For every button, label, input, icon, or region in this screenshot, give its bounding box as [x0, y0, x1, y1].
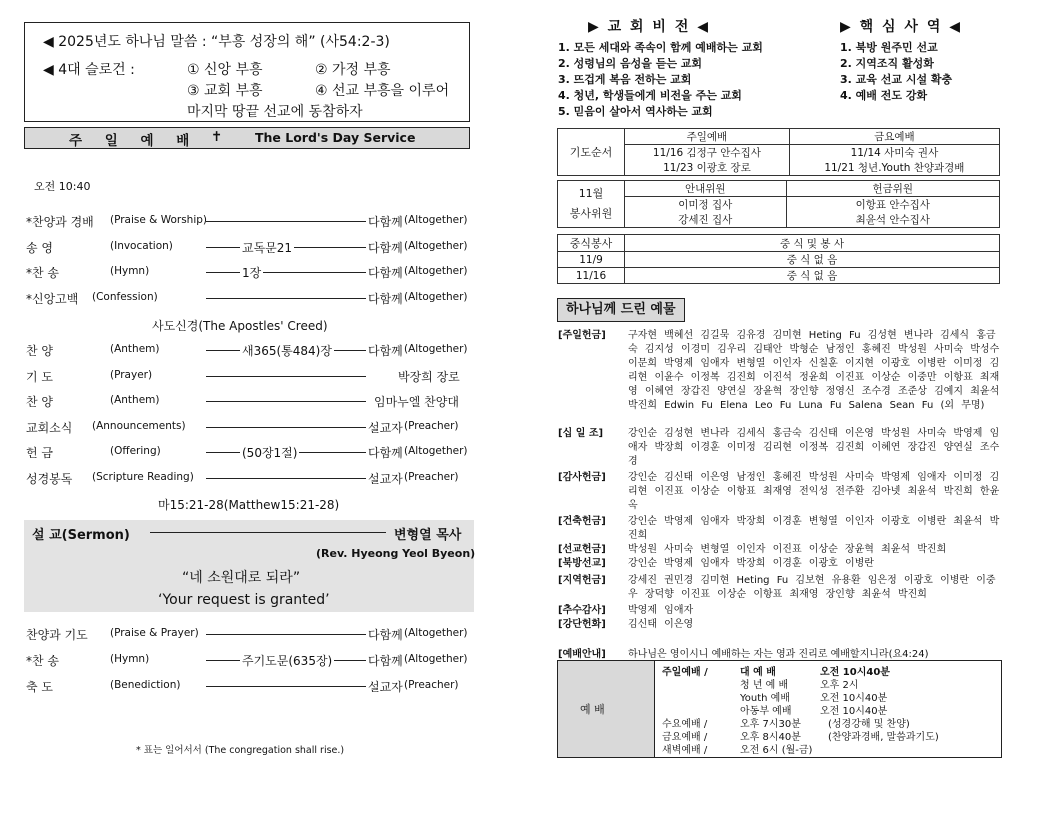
order-item-leader: 다함께: [368, 628, 403, 642]
order-item-name: 교회소식: [26, 420, 73, 435]
offering-group-names: 박성원 사미숙 변형열 이인자 이진표 이상순 장윤혁 최윤석 박진희: [628, 544, 947, 555]
offering-group-label: [십 일 조]: [558, 428, 604, 439]
order-row: [26, 470, 476, 486]
sermon-label: 설 교(Sermon): [32, 528, 130, 543]
worship-kind: 오전 6시 (월-금): [740, 745, 813, 756]
order-item-leader: 박장희 장로: [398, 369, 460, 384]
order-item-leader-en: (Altogether): [404, 239, 468, 252]
order-item-detail: 새365(통484)장: [242, 344, 332, 358]
order-item-name: 송 영: [26, 240, 53, 255]
order-item-en: (Announcements): [92, 419, 186, 432]
offering-group: [558, 557, 1000, 571]
order-item-name: *찬양과 경배: [26, 215, 94, 229]
order-row: [26, 342, 476, 358]
order-row: [26, 444, 476, 460]
worship-time: 오전 10시40분: [820, 667, 890, 678]
offering-group-names: 강인순 박영제 임애자 박장희 이경훈 이광호 이병란: [628, 558, 874, 569]
worship-time: (성경강해 및 찬양): [828, 719, 910, 730]
order-item-leader: 설교자: [368, 471, 403, 486]
order-item-leader: 다함께: [368, 266, 403, 280]
offering-header: 헌금위원: [786, 181, 999, 197]
sermon-section: [24, 520, 474, 612]
order-row: [26, 290, 476, 306]
volunteers-label-text: 봉사위원: [569, 207, 613, 220]
leader-line: [206, 427, 366, 428]
leader-line: [206, 634, 366, 635]
offering-group: [558, 604, 1000, 618]
order-item-en: (Benediction): [110, 679, 181, 691]
worship-time: 오전 10시40분: [820, 706, 888, 717]
order-item-name: *신앙고백: [26, 291, 79, 306]
order-row: [26, 393, 476, 409]
prayer-order-table: [557, 128, 1000, 176]
leader-line: [206, 376, 366, 377]
order-item-detail: 1장: [242, 266, 262, 280]
worship-kind: Youth 예배: [740, 693, 790, 704]
order-item-name: 축 도: [26, 680, 53, 694]
offering-group-names: 강세진 권민경 김미현 Heting Fu 김보현 유용환 임은정 이광호 이병란 이중우 장덕향 이진표 이상순 이항표 최재영 장인향 최윤석 박진희: [628, 575, 996, 600]
order-row: [26, 368, 476, 384]
offering-group-names: 구자현 백혜선 김길묵 김유경 김미현 Heting Fu 김성현 변나라 김세식 홍금숙 김지성 이경미 김우리 김태안 박형순 남정인 홍혜진 박성원 사미숙 박성수 이문희 박영제 임애자 변형열 이인자 신칠훈 이지현 이광호 이병란 이미정 김리현 이윤수 이정복 김진희 이진석 정윤희 이진표 이상순 이중만 이항표 최재영 이혜연 장갑진 양연실 장윤혁 장인향 정영신 조수경 조준상 김예지 최윤석 박진희 Edwin Fu Elena Leo Fu Luna Fu Salena Sean Fu (외 무명): [628, 330, 1000, 411]
service-time: 오전 10:40: [34, 180, 91, 193]
friday-prayer: 11/14 사미숙 권사: [789, 145, 999, 161]
leader-line: [206, 221, 366, 222]
volunteers-table: [557, 180, 1000, 228]
order-item-name: 찬양과 기도: [26, 628, 88, 642]
order-item-en: (Anthem): [110, 343, 160, 355]
offering-group-label: [북방선교]: [558, 558, 606, 569]
order-item-leader: 다함께: [368, 344, 403, 358]
sunday-prayer: 11/16 김정구 안수집사: [625, 145, 790, 161]
lunch-date: 11/16: [558, 268, 625, 284]
order-item-en: (Hymn): [110, 265, 150, 277]
apostles-creed: 사도신경(The Apostles' Creed): [152, 319, 328, 333]
order-item-leader: 다함께: [368, 215, 403, 229]
slogan-1: ① 신앙 부흥: [187, 62, 263, 78]
order-item-name: 찬 양: [26, 395, 53, 409]
core-item: 2. 지역조직 활성화: [840, 57, 934, 70]
order-item-leader-en: (Altogether): [404, 214, 468, 226]
sermon-leader-line: [150, 532, 386, 533]
order-row: [26, 264, 476, 280]
order-item-en: (Confession): [92, 290, 158, 303]
order-item-en: (Prayer): [110, 368, 153, 381]
order-item-en: (Praise & Worship): [110, 214, 208, 226]
order-row: [26, 626, 476, 642]
service-header-en: The Lord's Day Service: [255, 130, 416, 145]
offering-group: [558, 574, 1000, 602]
scripture-ref: 마15:21-28(Matthew15:21-28): [158, 498, 340, 512]
worship-time: 오후 2시: [820, 680, 859, 691]
offering-group: [558, 471, 1000, 513]
offering-group-label: [건축헌금]: [558, 516, 606, 527]
core-title: ▶ 핵 심 사 역 ◀: [840, 19, 962, 35]
offering-group-label: [선교헌금]: [558, 544, 606, 555]
order-item-leader-en: (Altogether): [404, 265, 468, 277]
guide-header: 안내위원: [625, 181, 787, 197]
order-item-leader-en: (Preacher): [404, 419, 459, 432]
worship-name: 주일예배 /: [662, 667, 708, 678]
offering-group-names: 강인순 김신태 이은영 남정인 홍혜진 박성원 사미숙 박영제 임애자 이미정 김리현 이진표 이상순 이항표 최재영 전익성 전주환 김아넷 최윤석 박진희 한윤옥: [628, 472, 1000, 511]
leader-line: [206, 686, 366, 687]
sermon-preacher: 변형열 목사: [394, 528, 462, 543]
offering-member: 최윤석 안수집사: [786, 212, 999, 228]
leader-line: [206, 478, 366, 479]
core-list: [840, 40, 952, 104]
worship-schedule-label: 예 배: [580, 703, 605, 716]
worship-time: 오전 10시40분: [820, 693, 888, 704]
slogan-4: ④ 선교 부흥을 이루어: [315, 83, 450, 99]
order-item-detail: 주기도문(635장): [242, 654, 333, 668]
sermon-preacher-en: (Rev. Hyeong Yeol Byeon): [316, 547, 476, 560]
offering-group-names: 강인순 김성현 변나라 김세식 홍금숙 김신태 이은영 박성원 사미숙 박영제 임애자 박장희 이경훈 이미정 김리현 이정복 김진희 이혜연 장갑진 양연실 조수경: [628, 428, 1000, 467]
order-item-leader: 임마누엘 찬양대: [374, 395, 459, 409]
vision-title: ▶ 교 회 비 전 ◀: [588, 19, 710, 35]
sunday-prayer: 11/23 이광호 장로: [625, 160, 790, 176]
lunch-header: 중 식 및 봉 사: [625, 235, 1000, 252]
offering-group: [558, 543, 1000, 557]
offering-group: [558, 618, 1000, 632]
order-item-name: 찬 양: [26, 344, 53, 358]
sermon-title-ko: “네 소원대로 되라”: [182, 570, 301, 586]
order-item-leader: 설교자: [368, 420, 403, 435]
worship-schedule-box: [557, 660, 1002, 758]
guide-member: 강세진 집사: [625, 212, 787, 228]
worship-kind: 오후 8시40분: [740, 732, 801, 743]
order-row: [26, 652, 476, 668]
offering-member: 이항표 안수집사: [786, 197, 999, 213]
order-item-leader-en: (Altogether): [404, 290, 468, 303]
offering-group-names: 박영제 임애자: [628, 605, 694, 616]
order-item-name: *찬 송: [26, 266, 59, 280]
vision-item: 4. 청년, 학생들에게 비전을 주는 교회: [558, 89, 742, 102]
order-item-detail: (50장1절): [242, 446, 298, 460]
friday-prayer: 11/21 청년.Youth 찬양과경배: [789, 160, 999, 176]
offering-group: [558, 329, 1000, 413]
order-item-name: 성경봉독: [26, 471, 73, 486]
worship-kind: 아동부 예배: [740, 706, 792, 717]
lunch-text: 중 식 없 음: [625, 252, 1000, 268]
lunch-table: [557, 234, 1000, 284]
worship-time: (찬양과경배, 말씀과기도): [828, 732, 939, 743]
offering-group-label: [추수감사]: [558, 605, 606, 616]
rise-footnote: * 표는 일어서서 (The congregation shall rise.): [136, 745, 345, 756]
order-item-en: (Hymn): [110, 653, 150, 665]
order-item-leader-en: (Altogether): [404, 445, 468, 457]
volunteers-label: [558, 181, 625, 228]
order-item-en: (Anthem): [110, 394, 160, 406]
worship-info-verse: 하나님은 영이시니 예배하는 자는 영과 진리로 예배할지니라(요4:24): [628, 649, 929, 660]
order-row: [26, 419, 476, 435]
order-item-en: (Offering): [110, 445, 161, 457]
slogan-title: ◀ 4대 슬로건 :: [43, 62, 135, 78]
order-item-leader-en: (Altogether): [404, 653, 468, 665]
slogan-2: ② 가정 부흥: [315, 62, 391, 78]
order-item-leader: 다함께: [368, 291, 403, 306]
sunday-header: 주일예배: [625, 129, 790, 145]
worship-schedule-label-cell: [558, 661, 655, 757]
worship-kind: 청 년 예 배: [740, 680, 789, 691]
order-item-name: 기 도: [26, 369, 53, 384]
order-item-leader: 다함께: [368, 446, 403, 460]
prayer-order-label: 기도순서: [558, 129, 625, 176]
year-motto: ◀ 2025년도 하나님 말씀 : “부흥 성장의 해” (사54:2-3): [43, 34, 390, 50]
vision-item: 5. 믿음이 살아서 역사하는 교회: [558, 105, 713, 118]
offerings-title: 하나님께 드린 예물: [557, 298, 685, 322]
core-item: 4. 예배 전도 강화: [840, 89, 928, 102]
order-row: [26, 678, 476, 694]
service-header-ko: 주 일 예 배: [69, 133, 199, 149]
year-motto-box: [24, 22, 470, 122]
offering-group-label: [감사헌금]: [558, 472, 606, 483]
offering-group: [558, 515, 1000, 543]
order-item-leader: 다함께: [368, 240, 403, 255]
vision-item: 2. 성령님의 음성을 듣는 교회: [558, 57, 703, 70]
slogan-4-cont: 마지막 땅끝 선교에 동참하자: [187, 104, 363, 120]
lunch-label: 중식봉사: [558, 235, 625, 252]
order-item-leader-en: (Preacher): [404, 679, 459, 691]
order-row: [26, 213, 476, 229]
vision-item: 3. 뜨겁게 복음 전하는 교회: [558, 73, 692, 86]
worship-kind: 오후 7시30분: [740, 719, 801, 730]
leader-line: [206, 401, 366, 402]
order-row: [26, 239, 476, 255]
order-item-name: 헌 금: [26, 446, 53, 460]
order-item-leader-en: (Altogether): [404, 627, 468, 639]
lunch-date: 11/9: [558, 252, 625, 268]
order-item-en: (Invocation): [110, 239, 173, 252]
worship-kind: 대 예 배: [740, 667, 776, 678]
volunteers-month: 11월: [578, 187, 604, 200]
service-header: [24, 127, 470, 149]
worship-name: 수요예배 /: [662, 719, 708, 730]
order-item-leader: 설교자: [368, 680, 403, 694]
worship-name: 금요예배 /: [662, 732, 708, 743]
cross-icon: ✝: [211, 129, 223, 145]
offering-group: [558, 427, 1000, 469]
order-item-name: *찬 송: [26, 654, 59, 668]
leader-line: [206, 298, 366, 299]
order-item-en: (Praise & Prayer): [110, 627, 199, 639]
core-item: 3. 교육 선교 시설 확충: [840, 73, 953, 86]
order-item-leader-en: (Preacher): [404, 470, 459, 483]
worship-info-label: [예배안내]: [558, 649, 606, 660]
worship-name: 새벽예배 /: [662, 745, 708, 756]
guide-member: 이미정 집사: [625, 197, 787, 213]
friday-header: 금요예배: [789, 129, 999, 145]
lunch-text: 중 식 없 음: [625, 268, 1000, 284]
vision-list: [558, 40, 763, 120]
core-item: 1. 북방 원주민 선교: [840, 41, 938, 54]
sermon-title-en: ‘Your request is granted’: [158, 592, 330, 608]
order-item-leader-en: (Altogether): [404, 343, 468, 355]
order-item-en: (Scripture Reading): [92, 470, 194, 483]
offering-group-names: 김신태 이은영: [628, 619, 694, 630]
order-item-detail: 교독문21: [242, 240, 293, 255]
offering-group-label: [지역헌금]: [558, 575, 606, 586]
slogan-3: ③ 교회 부흥: [187, 83, 263, 99]
order-item-leader: 다함께: [368, 654, 403, 668]
offering-group-names: 강인순 박영제 임애자 박장희 이경훈 변형열 이인자 이광호 이병란 최윤석 박진희: [628, 516, 1000, 541]
offering-group-label: [주일헌금]: [558, 330, 606, 341]
vision-item: 1. 모든 세대와 족속이 함께 예배하는 교회: [558, 41, 763, 54]
offering-group-label: [강단헌화]: [558, 619, 606, 630]
leader-line: [206, 272, 366, 273]
